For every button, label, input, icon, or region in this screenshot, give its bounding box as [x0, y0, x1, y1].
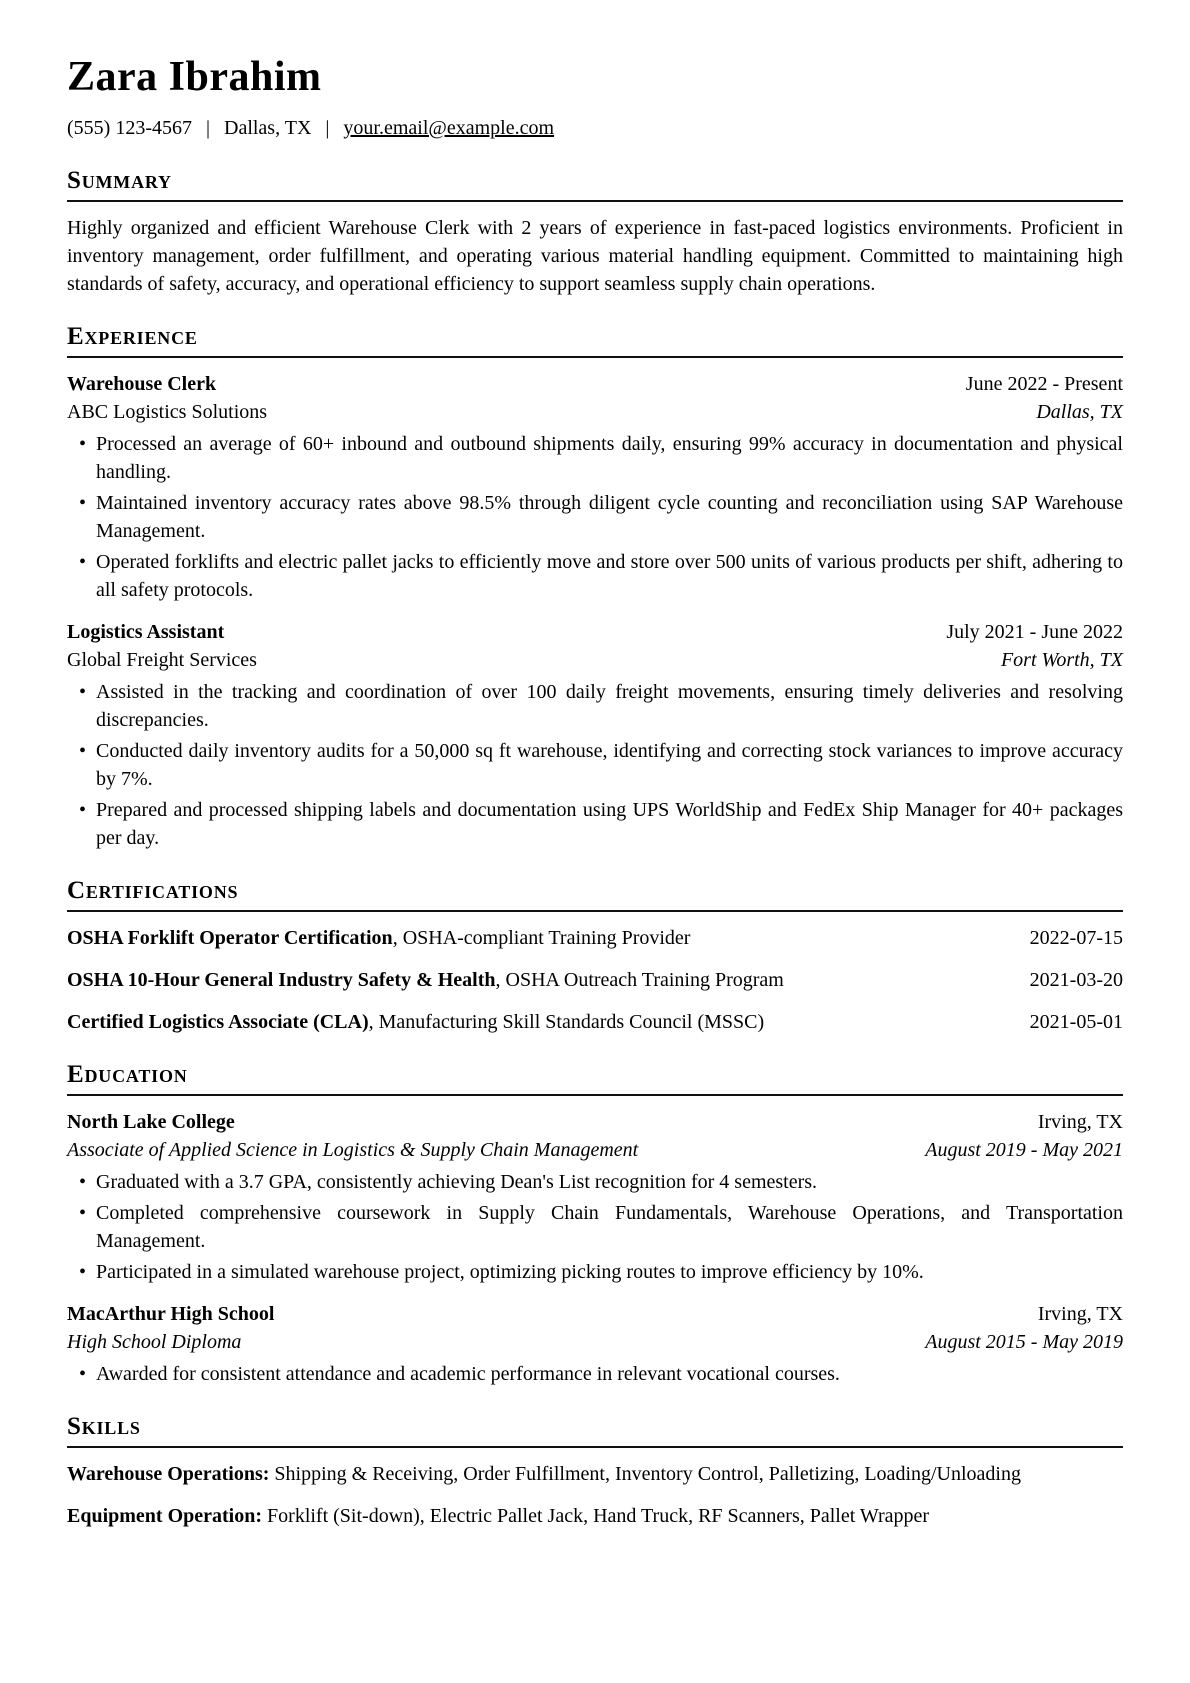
job-bullet-list — [67, 430, 1123, 604]
cert-date: 2022-07-15 — [1029, 927, 1123, 949]
candidate-name: Zara Ibrahim — [67, 54, 322, 100]
school-name: MacArthur High School — [67, 1303, 275, 1325]
job-location: Dallas, TX — [1036, 401, 1123, 423]
skill-list-text: Forklift (Sit-down), Electric Pallet Jack, Hand Truck, RF Scanners, Pallet Wrapper — [267, 1505, 930, 1527]
education-bullet-list — [67, 1360, 1123, 1388]
school-name: North Lake College — [67, 1111, 235, 1133]
school-location: Irving, TX — [1037, 1303, 1123, 1325]
degree-row — [67, 1136, 1123, 1164]
section-title-summary: Summary — [67, 167, 1123, 202]
cert-title-line — [67, 966, 784, 994]
degree-dates: August 2015 - May 2019 — [925, 1331, 1123, 1353]
skill-line — [67, 1502, 1123, 1530]
education-bullet: • Graduated with a 3.7 GPA, consistently achieving Dean's List recognition for 4 semesters. — [96, 1168, 1123, 1196]
job-bullet: • Conducted daily inventory audits for a 50,000 sq ft warehouse, identifying and correcting stock variances to improve accuracy by 7%. — [96, 737, 1123, 793]
degree-row — [67, 1328, 1123, 1356]
education-item — [67, 1108, 1123, 1286]
education-bullet: • Completed comprehensive coursework in Supply Chain Fundamentals, Warehouse Operations, and Transportation Management. — [96, 1199, 1123, 1255]
cert-separator: , — [392, 927, 403, 949]
job-bullet: • Processed an average of 60+ inbound and outbound shipments daily, ensuring 99% accuracy in documentation and physical handling. — [96, 430, 1123, 486]
cert-date: 2021-03-20 — [1029, 969, 1123, 991]
job-location: Fort Worth, TX — [1000, 649, 1123, 671]
summary-text: Highly organized and efficient Warehouse Clerk with 2 years of experience in fast-paced logistics environments. Proficient in inventory management, order fulfillment, and operating various material handling equipment. Committed to maintaining high standards of safety, accuracy, and operational efficiency to support seamless supply chain operations. — [67, 217, 1123, 295]
experience-item — [67, 370, 1123, 604]
section-experience — [67, 323, 1123, 852]
resume-header — [67, 54, 1123, 142]
education-item — [67, 1300, 1123, 1388]
education-bullet-list — [67, 1168, 1123, 1286]
cert-separator: , — [368, 1011, 379, 1033]
section-title-skills: Skills — [67, 1413, 1123, 1448]
school-title-row — [67, 1108, 1123, 1136]
job-bullet: • Operated forklifts and electric pallet jacks to efficiently move and store over 500 units of various products per shift, adhering to all safety protocols. — [96, 548, 1123, 604]
skill-category-label: Equipment Operation: — [67, 1505, 263, 1527]
school-title-row — [67, 1300, 1123, 1328]
job-company-row — [67, 646, 1123, 674]
job-role: Warehouse Clerk — [67, 373, 217, 395]
education-bullet: • Awarded for consistent attendance and academic performance in relevant vocational courses. — [96, 1360, 1123, 1388]
location-text: Dallas, TX — [224, 117, 312, 139]
job-bullet: • Maintained inventory accuracy rates above 98.5% through diligent cycle counting and reconciliation using SAP Warehouse Management. — [96, 489, 1123, 545]
cert-separator: , — [495, 969, 506, 991]
cert-name: OSHA Forklift Operator Certification — [67, 927, 393, 949]
degree-title: High School Diploma — [67, 1331, 242, 1353]
job-dates: June 2022 - Present — [965, 373, 1123, 395]
section-summary — [67, 167, 1123, 298]
certification-item — [67, 1008, 1123, 1036]
cert-issuer: OSHA-compliant Training Provider — [402, 927, 691, 949]
section-title-experience: Experience — [67, 323, 1123, 358]
job-bullet: • Assisted in the tracking and coordination of over 100 daily freight movements, ensuring timely deliveries and resolving discrepancies. — [96, 678, 1123, 734]
skill-list-text: Shipping & Receiving, Order Fulfillment, Inventory Control, Palletizing, Loading/Unloading — [274, 1463, 1021, 1485]
degree-dates: August 2019 - May 2021 — [925, 1139, 1123, 1161]
education-bullet: • Participated in a simulated warehouse project, optimizing picking routes to improve efficiency by 10%. — [96, 1258, 1123, 1286]
contact-separator: | — [205, 117, 210, 139]
contact-line — [67, 114, 1123, 142]
certification-item — [67, 924, 1123, 952]
section-skills — [67, 1413, 1123, 1530]
job-company: ABC Logistics Solutions — [67, 401, 268, 423]
cert-issuer: OSHA Outreach Training Program — [505, 969, 784, 991]
job-company: Global Freight Services — [67, 649, 257, 671]
job-bullet: • Prepared and processed shipping labels and documentation using UPS WorldShip and FedEx Ship Manager for 40+ packages per day. — [96, 796, 1123, 852]
section-title-certifications: Certifications — [67, 877, 1123, 912]
job-title-row — [67, 618, 1123, 646]
certification-item — [67, 966, 1123, 994]
skill-line — [67, 1460, 1123, 1488]
cert-name: Certified Logistics Associate (CLA) — [67, 1011, 369, 1033]
experience-item — [67, 618, 1123, 852]
cert-title-line — [67, 1008, 764, 1036]
cert-issuer: Manufacturing Skill Standards Council (MSSC) — [378, 1011, 765, 1033]
cert-title-line — [67, 924, 690, 952]
degree-title: Associate of Applied Science in Logistics & Supply Chain Management — [67, 1139, 639, 1161]
section-certifications — [67, 877, 1123, 1036]
job-dates: July 2021 - June 2022 — [946, 621, 1123, 643]
contact-separator: | — [325, 117, 330, 139]
section-title-education: Education — [67, 1061, 1123, 1096]
skill-category-label: Warehouse Operations: — [67, 1463, 270, 1485]
job-role: Logistics Assistant — [67, 621, 225, 643]
job-company-row — [67, 398, 1123, 426]
email-link[interactable]: your.email@example.com — [343, 117, 554, 139]
cert-date: 2021-05-01 — [1029, 1011, 1123, 1033]
job-bullet-list — [67, 678, 1123, 852]
phone-number: (555) 123-4567 — [67, 117, 192, 139]
job-title-row — [67, 370, 1123, 398]
section-education — [67, 1061, 1123, 1388]
school-location: Irving, TX — [1037, 1111, 1123, 1133]
cert-name: OSHA 10-Hour General Industry Safety & Health — [67, 969, 496, 991]
